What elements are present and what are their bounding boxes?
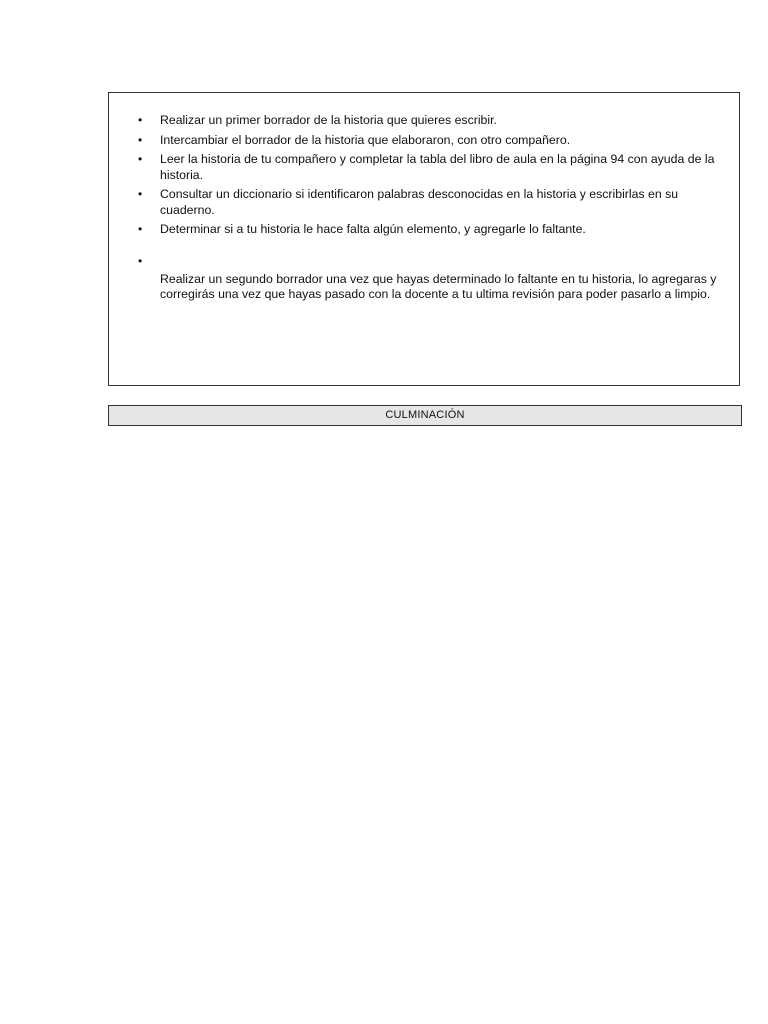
list-item-text: Realizar un primer borrador de la historia que quieres escribir. <box>160 113 497 127</box>
list-item-text: Consultar un diccionario si identificaron palabras desconocidas en la historia y escribirlas en su cuaderno. <box>160 187 679 217</box>
list-item-text: Determinar si a tu historia le hace falta algún elemento, y agregarle lo faltante. <box>160 222 586 236</box>
list-item <box>138 152 731 183</box>
list-item <box>138 222 731 238</box>
bullet-icon: • <box>138 187 143 201</box>
bullet-icon: • <box>138 113 143 127</box>
activities-box <box>108 92 740 386</box>
bullet-icon: • <box>138 132 143 147</box>
bullet-icon: • <box>138 253 143 268</box>
activity-list <box>109 93 739 303</box>
bullet-icon: • <box>138 222 143 236</box>
culmination-header: CULMINACIÓN <box>108 405 742 426</box>
list-item-text: Realizar un segundo borrador una vez que hayas determinado lo faltante en tu historia, lo agregaras y corregirás una vez que hayas pasado con la docente a tu ultima revisión para poder pasarlo a limpio. <box>160 271 717 301</box>
list-item <box>138 187 731 218</box>
list-item <box>138 253 731 303</box>
list-item <box>138 113 731 129</box>
list-item-text: Intercambiar el borrador de la historia que elaboraron, con otro compañero. <box>160 132 571 147</box>
bullet-icon: • <box>138 152 143 166</box>
list-item-text: Leer la historia de tu compañero y completar la tabla del libro de aula en la página 94 con ayuda de la historia. <box>160 152 715 182</box>
list-item <box>138 132 731 149</box>
